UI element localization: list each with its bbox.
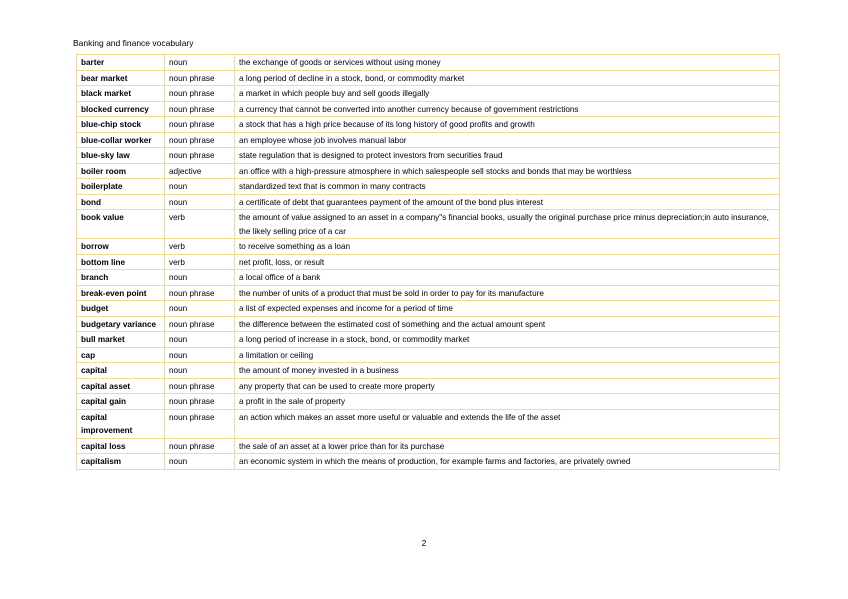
part-of-speech-cell: noun — [165, 179, 235, 195]
part-of-speech-cell: noun phrase — [165, 378, 235, 394]
table-row — [77, 332, 780, 348]
definition-cell: the amount of value assigned to an asset in a company"s financial books, usually the original purchase price minus depreciation;in auto insurance, the likely selling price of a car — [235, 210, 780, 239]
definition-cell: an employee whose job involves manual labor — [235, 132, 780, 148]
part-of-speech-cell: verb — [165, 254, 235, 270]
part-of-speech-cell: noun phrase — [165, 70, 235, 86]
definition-cell: a list of expected expenses and income for a period of time — [235, 301, 780, 317]
term-cell: capital asset — [77, 378, 165, 394]
table-row — [77, 210, 780, 239]
table-row — [77, 316, 780, 332]
definition-cell: to receive something as a loan — [235, 239, 780, 255]
term-cell: cap — [77, 347, 165, 363]
part-of-speech-cell: noun — [165, 454, 235, 470]
part-of-speech-cell: noun phrase — [165, 409, 235, 438]
term-cell: capital loss — [77, 438, 165, 454]
table-row — [77, 86, 780, 102]
vocabulary-table — [76, 54, 780, 470]
term-cell: break-even point — [77, 285, 165, 301]
definition-cell: an action which makes an asset more useful or valuable and extends the life of the asset — [235, 409, 780, 438]
definition-cell: a long period of decline in a stock, bond, or commodity market — [235, 70, 780, 86]
definition-cell: a profit in the sale of property — [235, 394, 780, 410]
table-row — [77, 179, 780, 195]
part-of-speech-cell: noun phrase — [165, 101, 235, 117]
part-of-speech-cell: noun — [165, 347, 235, 363]
definition-cell: the amount of money invested in a business — [235, 363, 780, 379]
definition-cell: a long period of increase in a stock, bond, or commodity market — [235, 332, 780, 348]
table-row — [77, 132, 780, 148]
term-cell: boiler room — [77, 163, 165, 179]
part-of-speech-cell: adjective — [165, 163, 235, 179]
page-number: 2 — [421, 538, 427, 548]
part-of-speech-cell: verb — [165, 210, 235, 239]
part-of-speech-cell: noun phrase — [165, 117, 235, 133]
term-cell: capitalism — [77, 454, 165, 470]
term-cell: budget — [77, 301, 165, 317]
part-of-speech-cell: noun phrase — [165, 86, 235, 102]
term-cell: blue-sky law — [77, 148, 165, 164]
part-of-speech-cell: noun — [165, 363, 235, 379]
table-row — [77, 70, 780, 86]
term-cell: barter — [77, 55, 165, 71]
definition-cell: a currency that cannot be converted into another currency because of government restrictions — [235, 101, 780, 117]
part-of-speech-cell: noun — [165, 270, 235, 286]
table-row — [77, 163, 780, 179]
term-cell: bull market — [77, 332, 165, 348]
part-of-speech-cell: noun — [165, 55, 235, 71]
table-row — [77, 363, 780, 379]
part-of-speech-cell: verb — [165, 239, 235, 255]
table-row — [77, 117, 780, 133]
definition-cell: net profit, loss, or result — [235, 254, 780, 270]
term-cell: borrow — [77, 239, 165, 255]
definition-cell: the difference between the estimated cost of something and the actual amount spent — [235, 316, 780, 332]
term-cell: bear market — [77, 70, 165, 86]
term-cell: blue-chip stock — [77, 117, 165, 133]
term-cell: capital — [77, 363, 165, 379]
table-row — [77, 378, 780, 394]
term-cell: black market — [77, 86, 165, 102]
part-of-speech-cell: noun — [165, 194, 235, 210]
term-cell: capital improvement — [77, 409, 165, 438]
table-row — [77, 194, 780, 210]
definition-cell: the number of units of a product that must be sold in order to pay for its manufacture — [235, 285, 780, 301]
table-row — [77, 55, 780, 71]
term-cell: boilerplate — [77, 179, 165, 195]
part-of-speech-cell: noun phrase — [165, 394, 235, 410]
table-row — [77, 148, 780, 164]
table-row — [77, 254, 780, 270]
vocabulary-table-body — [77, 55, 780, 470]
part-of-speech-cell: noun phrase — [165, 148, 235, 164]
term-cell: capital gain — [77, 394, 165, 410]
definition-cell: the exchange of goods or services without using money — [235, 55, 780, 71]
part-of-speech-cell: noun phrase — [165, 438, 235, 454]
term-cell: bottom line — [77, 254, 165, 270]
table-row — [77, 239, 780, 255]
term-cell: blue-collar worker — [77, 132, 165, 148]
definition-cell: state regulation that is designed to protect investors from securities fraud — [235, 148, 780, 164]
document-title: Banking and finance vocabulary — [73, 38, 194, 48]
part-of-speech-cell: noun phrase — [165, 316, 235, 332]
definition-cell: a limitation or ceiling — [235, 347, 780, 363]
definition-cell: an economic system in which the means of production, for example farms and factories, are privately owned — [235, 454, 780, 470]
definition-cell: a local office of a bank — [235, 270, 780, 286]
table-row — [77, 409, 780, 438]
part-of-speech-cell: noun phrase — [165, 285, 235, 301]
part-of-speech-cell: noun — [165, 332, 235, 348]
term-cell: bond — [77, 194, 165, 210]
term-cell: budgetary variance — [77, 316, 165, 332]
table-row — [77, 394, 780, 410]
table-row — [77, 301, 780, 317]
definition-cell: a stock that has a high price because of its long history of good profits and growth — [235, 117, 780, 133]
definition-cell: an office with a high-pressure atmosphere in which salespeople sell stocks and bonds that may be worthless — [235, 163, 780, 179]
part-of-speech-cell: noun — [165, 301, 235, 317]
table-row — [77, 438, 780, 454]
definition-cell: a certificate of debt that guarantees payment of the amount of the bond plus interest — [235, 194, 780, 210]
table-row — [77, 101, 780, 117]
definition-cell: the sale of an asset at a lower price than for its purchase — [235, 438, 780, 454]
definition-cell: any property that can be used to create more property — [235, 378, 780, 394]
term-cell: branch — [77, 270, 165, 286]
table-row — [77, 454, 780, 470]
definition-cell: a market in which people buy and sell goods illegally — [235, 86, 780, 102]
term-cell: blocked currency — [77, 101, 165, 117]
definition-cell: standardized text that is common in many contracts — [235, 179, 780, 195]
table-row — [77, 270, 780, 286]
term-cell: book value — [77, 210, 165, 239]
part-of-speech-cell: noun phrase — [165, 132, 235, 148]
table-row — [77, 347, 780, 363]
table-row — [77, 285, 780, 301]
